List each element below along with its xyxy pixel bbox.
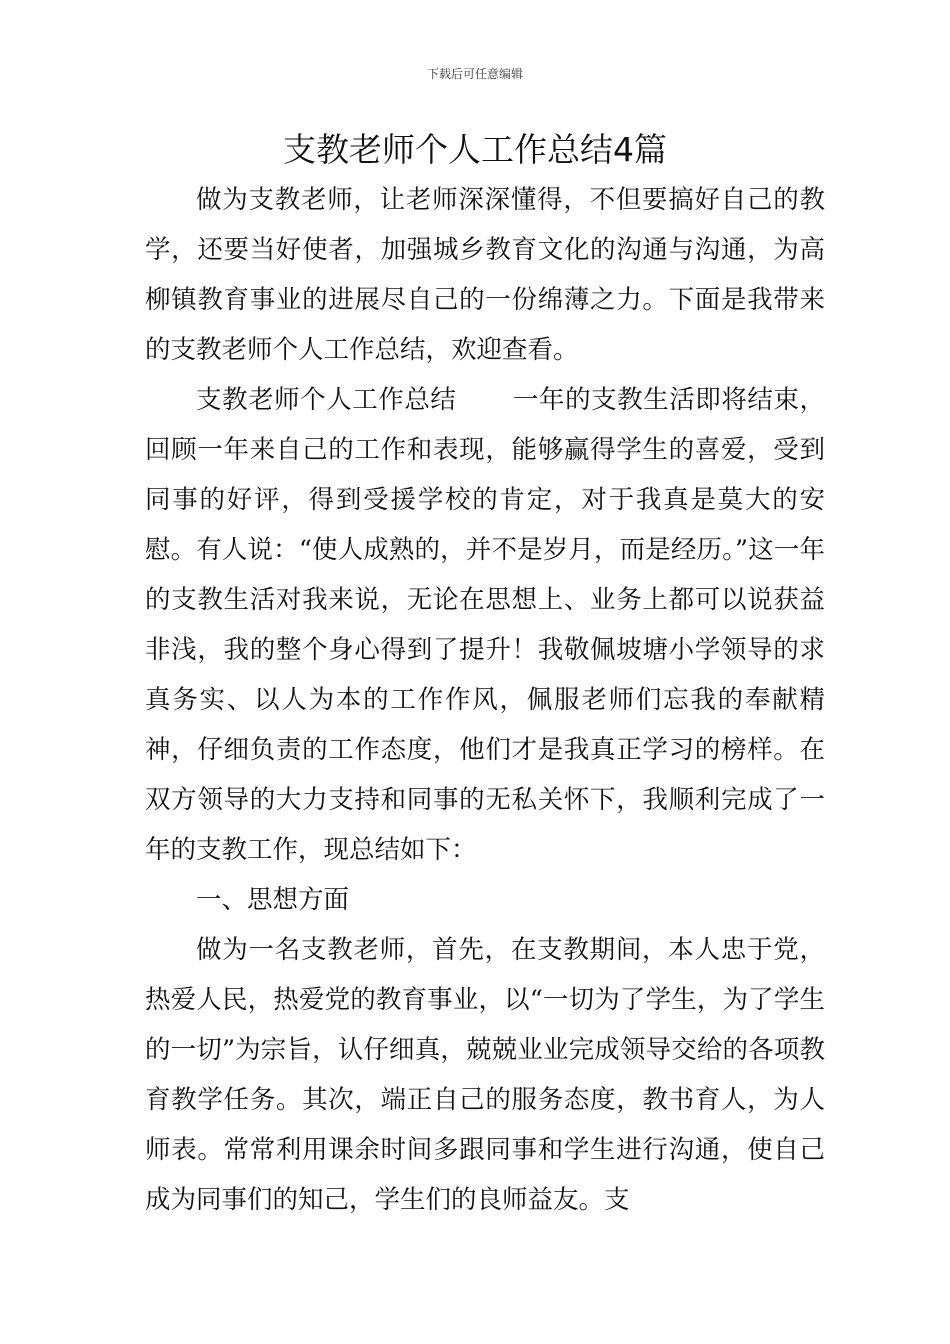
subheading-thoughts: 一、思想方面: [196, 885, 350, 915]
page-title: 支教老师个人工作总结4篇: [283, 130, 667, 169]
section-body: 一年的支教生活即将结束，回顾一年来自己的工作和表现，能够赢得学生的喜爱，受到同事的好评，得到受援学校的肯定，对于我真是莫大的安慰。有人说：“使人成熟的，并不是岁月，而是经历。”这一年的支教生活对我来说，无论在思想上、业务上都可以说获益非浅，我的整个身心得到了提升！我敬佩坡塘小学领导的求真务实、以人为本的工作作风，佩服老师们忘我的奉献精神，仔细负责的工作态度，他们才是我真正学习的榜样。在双方领导的大力支持和同事的无私关怀下，我顺利完成了一年的支教工作，现总结如下：: [145, 385, 825, 865]
header-note: 下载后可任意编辑: [426, 67, 523, 81]
intro-paragraph: 做为支教老师，让老师深深懂得，不但要搞好自己的教学，还要当好使者，加强城乡教育文化的沟通与沟通，为高柳镇教育事业的进展尽自己的一份绵薄之力。下面是我带来的支教老师个人工作总结，欢迎查看。: [145, 185, 825, 365]
thoughts-paragraph: 做为一名支教老师，首先，在支教期间，本人忠于党，热爱人民，热爱党的教育事业，以“一切为了学生，为了学生的一切”为宗旨，认仔细真，兢兢业业完成领导交给的各项教育教学任务。其次，端正自己的服务态度，教书育人，为人师表。常常利用课余时间多跟同事和学生进行沟通，使自己成为同事们的知己，学生们的良师益友。支: [145, 935, 825, 1215]
section-heading: 支教老师个人工作总结: [196, 385, 457, 415]
document-body: [145, 175, 825, 1225]
section-paragraph: [145, 375, 825, 875]
